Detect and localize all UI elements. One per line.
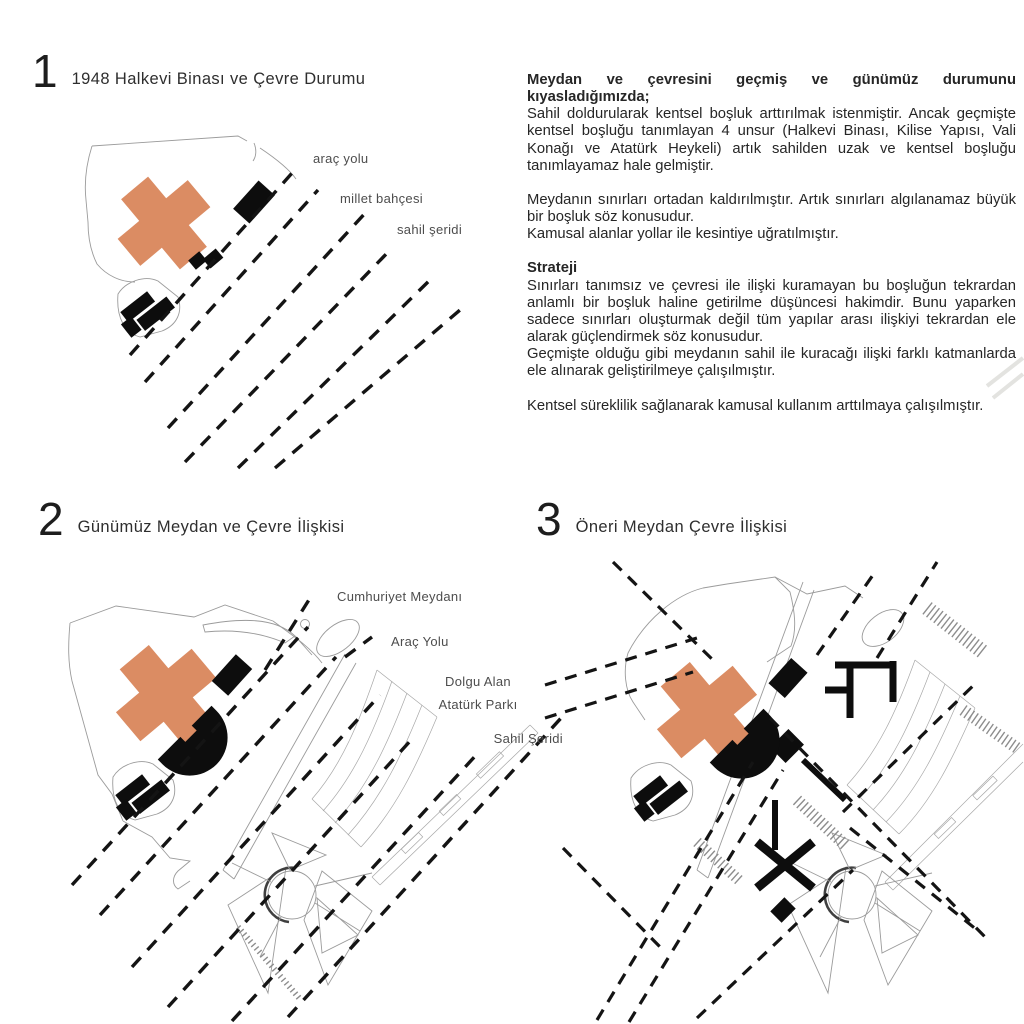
strategy-paragraph-1: Sınırları tanımsız ve çevresi ile ilişki kuramayan bu boşluğun tekrardan anlamlı bir boşluk haline getirilme düşüncesi hakimdir. Bunu yaparken sadece sınırları oluşturmak değil tüm yapılar arası ilişkiyi tekrardan ele alarak güçlendirmek söz konusudur. <box>527 277 1016 346</box>
pond-outline <box>310 612 365 663</box>
paragraph-gap <box>527 381 1016 398</box>
panel1-header <box>32 45 366 97</box>
lawn-outlines <box>228 867 372 993</box>
vali-konagi-cluster <box>628 763 693 824</box>
site-boundary-outline-left <box>85 146 135 282</box>
label-dolgu-alan: Dolgu Alan <box>445 674 511 689</box>
promenade-strips <box>372 725 538 885</box>
church-building-shape <box>212 654 252 695</box>
analysis-paragraph-2: Meydanın sınırları ortadan kaldırılmıştır. Artık sınırları algılanamaz büyük bir boşluk söz konusudur. <box>527 191 1016 226</box>
strategy-paragraph-2: Geçmişte olduğu gibi meydanın sahil ile kuracağı ilişki farklı katmanlarda ele alınarak geliştirilmeye çalışılmıştır. <box>527 346 1016 380</box>
fountain-circle <box>232 833 372 957</box>
analysis-heading: Meydan ve çevresini geçmiş ve günümüz durumunu kıyasladığımızda; <box>527 72 1016 106</box>
site-boundary-left <box>69 623 123 821</box>
top-wedge-outline <box>727 577 795 662</box>
label-millet-bahcesi: millet bahçesi <box>340 191 423 206</box>
pond-outline <box>855 602 910 654</box>
panel2-number: 2 <box>38 493 64 545</box>
panel2-title: Günümüz Meydan ve Çevre İlişkisi <box>77 518 345 536</box>
label-arac-yolu: araç yolu <box>313 151 369 166</box>
panel3-number: 3 <box>536 493 562 545</box>
map-current-situation <box>60 575 565 1024</box>
park-fan-rows <box>312 670 437 847</box>
panel1-number: 1 <box>32 45 58 97</box>
top-outline-right <box>775 577 863 598</box>
analysis-paragraph-3: Kamusal alanlar yollar ile kesintiye uğratılmıştır. <box>527 226 839 243</box>
analysis-text-block <box>527 72 1016 415</box>
paragraph-gap <box>527 243 1016 260</box>
vali-konagi-cluster <box>110 762 175 823</box>
analysis-paragraph-1: Sahil doldurularak kentsel boşluk arttırılmak istenmiştir. Ancak geçmişte kentsel boşluğu tanımlayan 4 unsur (Halkevi Binası, Kilise Yapısı, Vali Konağı ve Atatürk Heykeli) artık sahilden uzak ve kentsel boşluğu tanımlayamaz hale gelmiştir. <box>527 106 1016 174</box>
label-cumhuriyet-meydani: Cumhuriyet Meydanı <box>337 589 463 604</box>
paragraph-gap <box>527 175 1016 192</box>
top-wedge-outline <box>203 620 295 643</box>
map-proposal <box>545 550 1024 1024</box>
label-ataturk-parki: Atatürk Parkı <box>438 697 518 712</box>
panel2-header <box>38 493 345 545</box>
strategy-paragraph-3: Kentsel süreklilik sağlanarak kamusal kullanım arttılmaya çalışılmıştır. <box>527 397 984 414</box>
label-sahil-seridi: Sahil Şeridi <box>493 731 563 746</box>
label-arac-yolu: Araç Yolu <box>391 634 449 649</box>
panel3-header <box>536 493 788 545</box>
site-boundary-outline <box>92 136 296 179</box>
fountain-circle <box>792 833 932 957</box>
vali-konagi-cluster <box>115 279 180 340</box>
map-1948-situation <box>60 110 505 475</box>
panel1-title: 1948 Halkevi Binası ve Çevre Durumu <box>71 70 366 88</box>
strategy-heading: Strateji <box>527 260 578 277</box>
church-building-shape <box>768 658 807 698</box>
label-sahil-seridi: sahil şeridi <box>397 222 463 237</box>
proposal-axis-dashed-lines <box>545 562 990 1022</box>
panel3-title: Öneri Meydan Çevre İlişkisi <box>575 518 788 536</box>
